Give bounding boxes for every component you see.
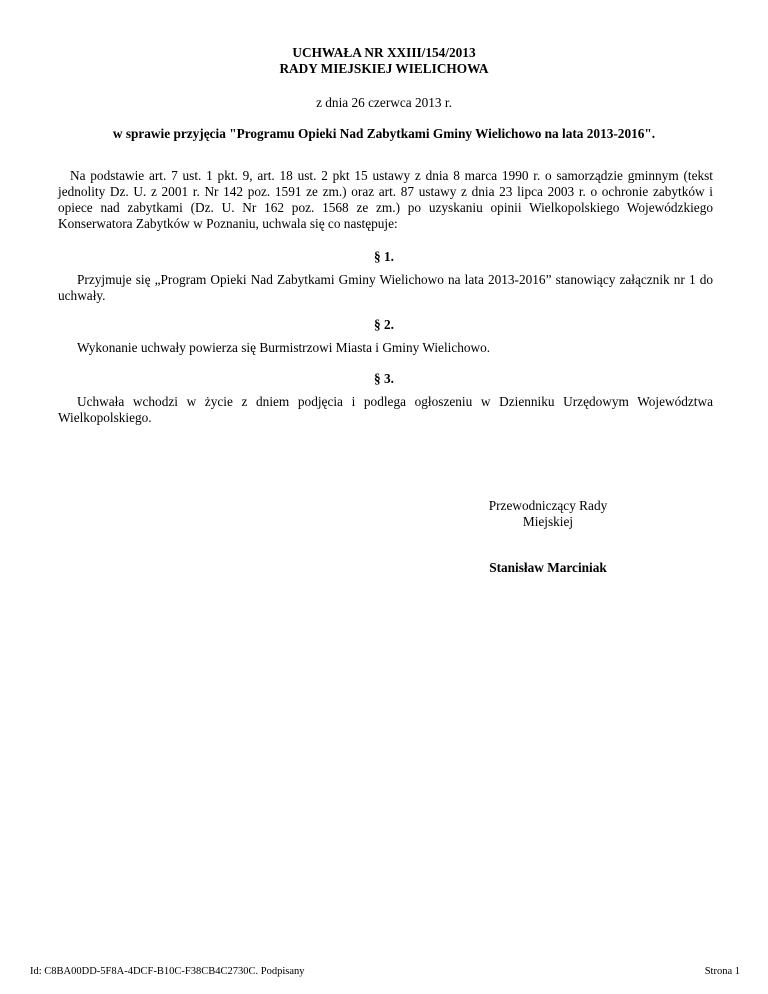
section-2-text: Wykonanie uchwały powierza się Burmistrzowi Miasta i Gminy Wielichowo. bbox=[77, 340, 491, 355]
resolution-subject: w sprawie przyjęcia "Programu Opieki Nad Zabytkami Gminy Wielichowo na lata 2013-2016". bbox=[112, 126, 656, 141]
resolution-date: z dnia 26 czerwca 2013 r. bbox=[316, 95, 452, 110]
section-1-heading: § 1. bbox=[374, 249, 394, 264]
document-id-footer: Id: C8BA00DD-5F8A-4DCF-B10C-F38CB4C2730C. Podpisany bbox=[30, 966, 305, 977]
page-number: Strona 1 bbox=[704, 966, 740, 977]
section-3-heading: § 3. bbox=[374, 371, 394, 386]
legal-basis-paragraph: Na podstawie art. 7 ust. 1 pkt. 9, art. 18 ust. 2 pkt 15 ustawy z dnia 8 marca 1990 r. o samorządzie gminnym (tekst jednolity Dz. U. z 2001 r. Nr 142 poz. 1591 ze zm.) oraz art. 87 ustawy z dnia 23 lipca 2003 r. o ochronie zabytków i opiece nad zabytkami (Dz. U. Nr 162 poz. 1568 ze zm.) po uzyskaniu opinii Wielkopolskiego Wojewódzkiego Konserwatora Zabytków w Poznaniu, uchwala się co następuje: bbox=[58, 168, 713, 231]
signatory-role-line2: Miejskiej bbox=[522, 514, 574, 529]
signatory-role-line1: Przewodniczący Rady bbox=[488, 498, 608, 513]
section-3-text: Uchwała wchodzi w życie z dniem podjęcia i podlega ogłoszeniu w Dzienniku Urzędowym Województwa Wielkopolskiego. bbox=[58, 394, 713, 425]
signatory-name: Stanisław Marciniak bbox=[489, 560, 607, 575]
section-1-text: Przyjmuje się „Program Opieki Nad Zabytkami Gminy Wielichowo na lata 2013-2016” stanowiący załącznik nr 1 do uchwały. bbox=[58, 272, 713, 303]
section-2-heading: § 2. bbox=[374, 317, 394, 332]
resolution-number: UCHWAŁA NR XXIII/154/2013 bbox=[292, 45, 476, 60]
council-name: RADY MIEJSKIEJ WIELICHOWA bbox=[279, 61, 489, 76]
